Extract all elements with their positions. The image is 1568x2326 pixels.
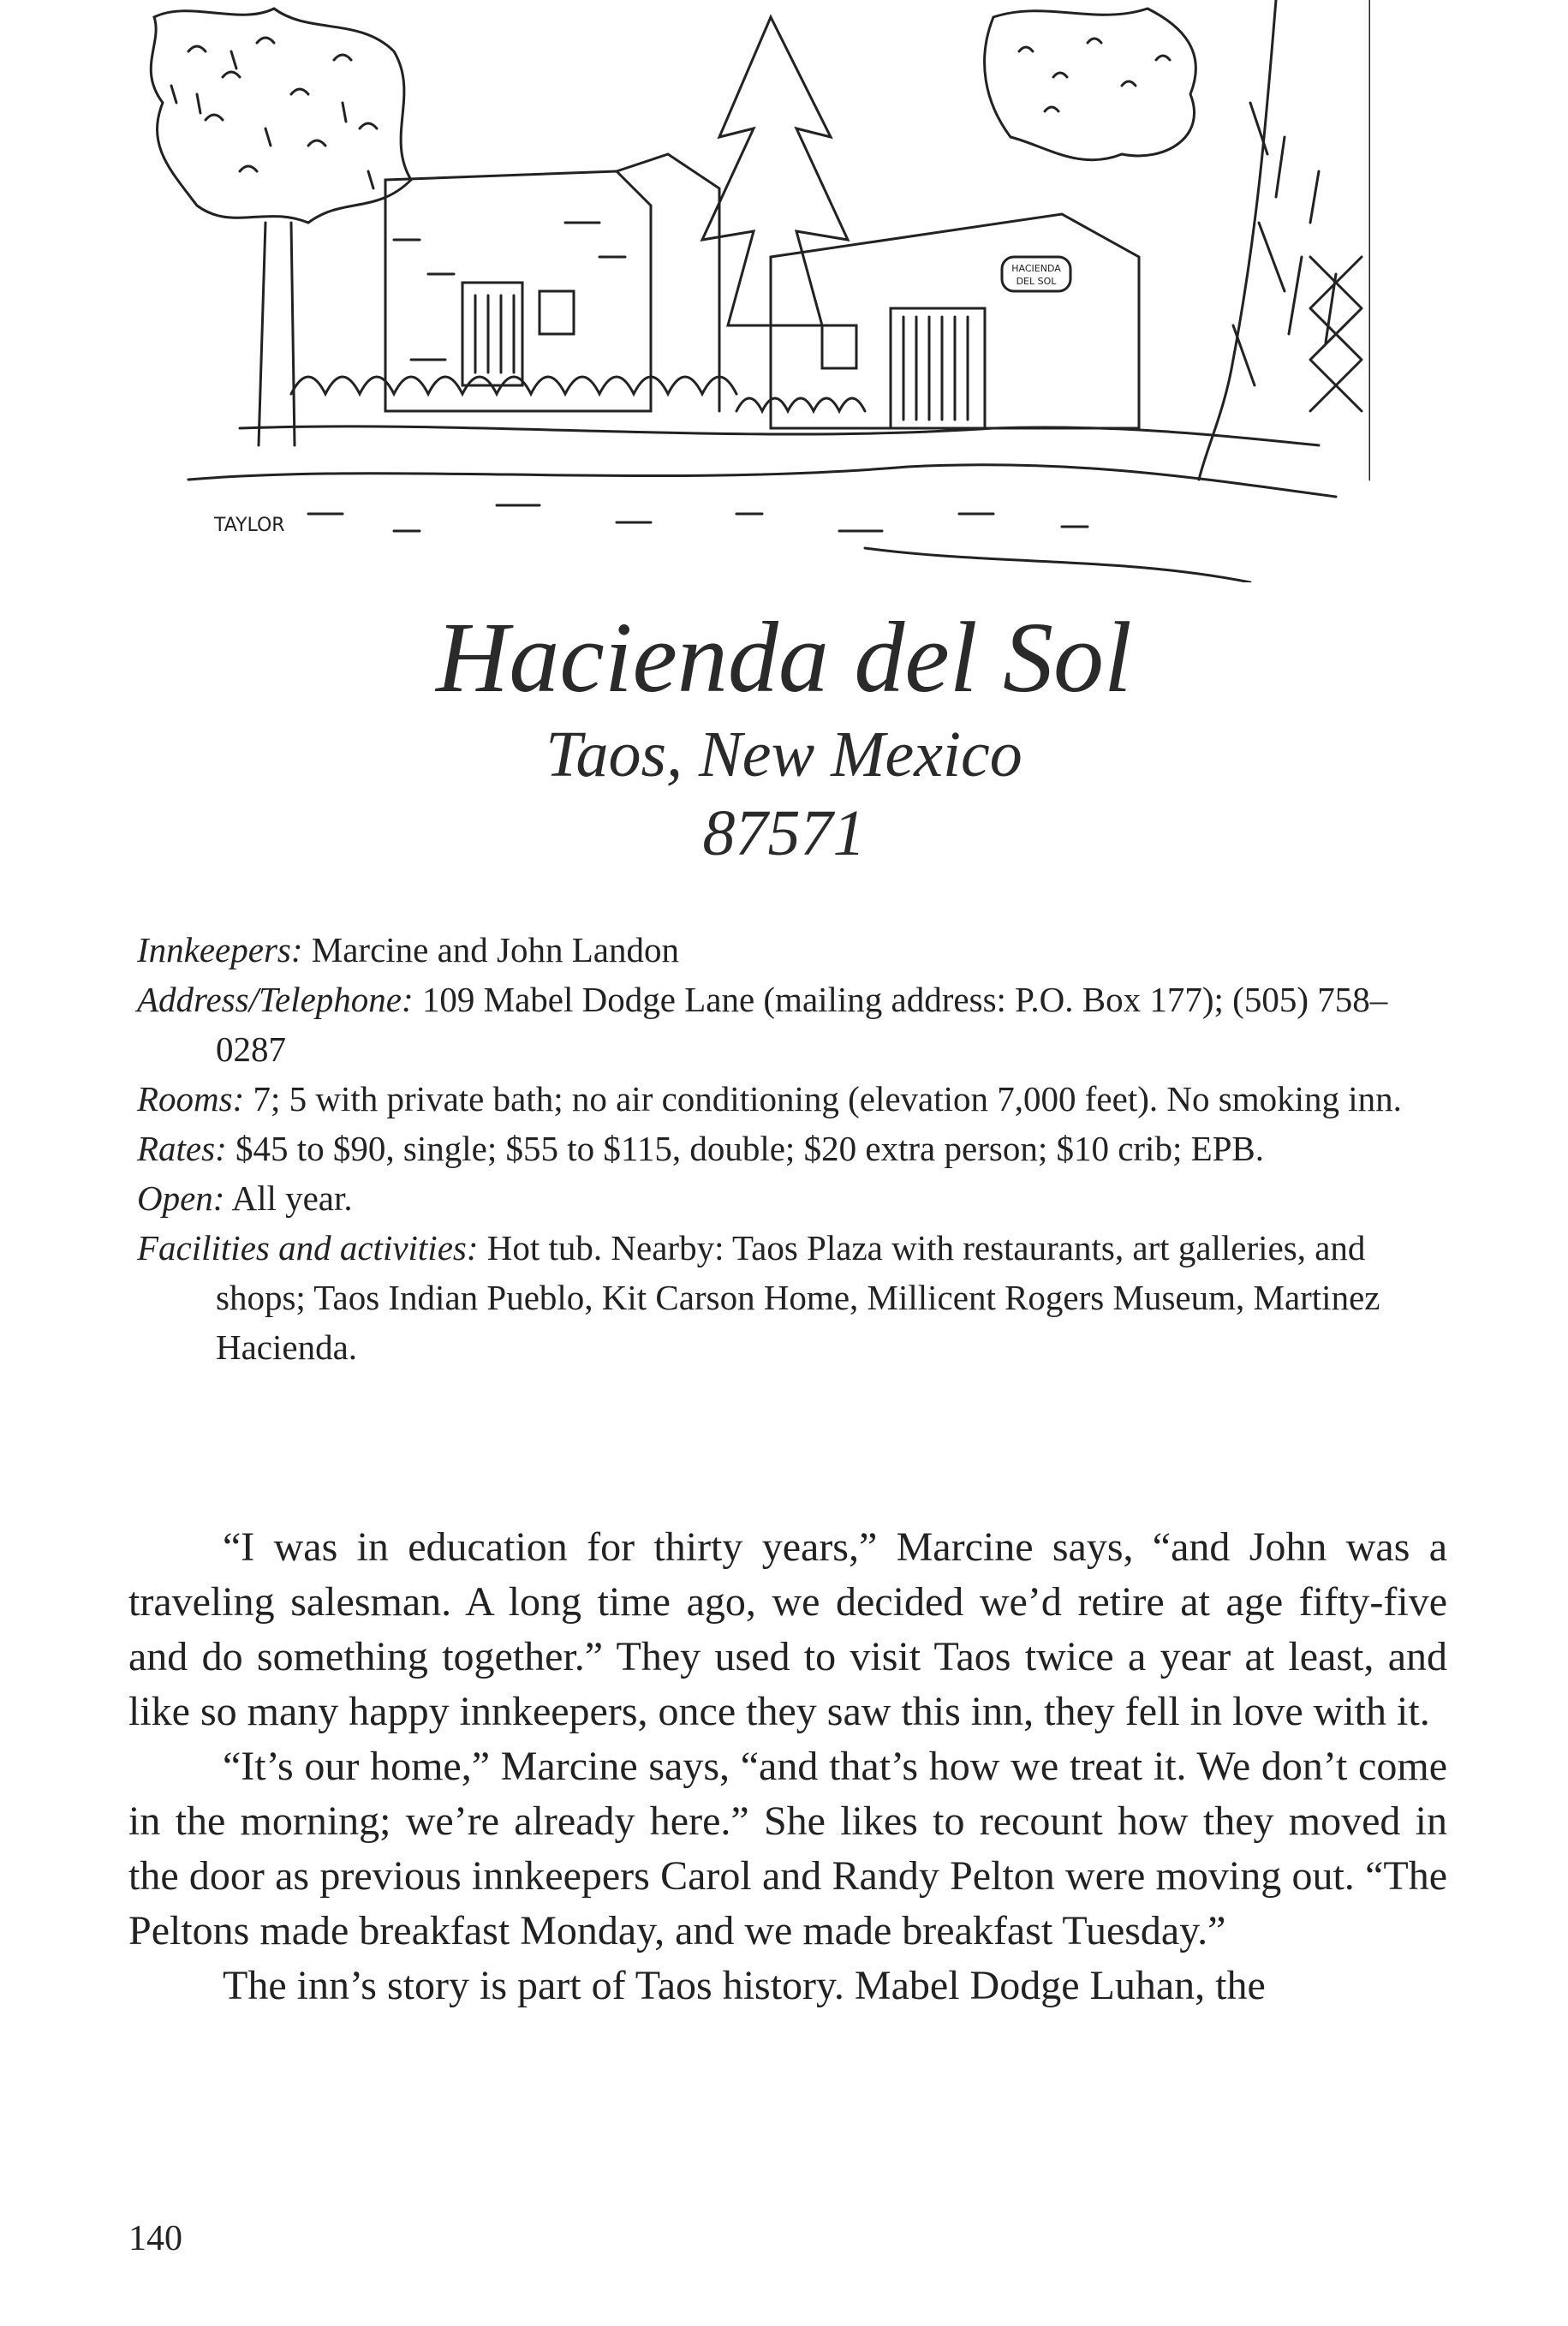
page-number: 140 <box>128 2219 182 2258</box>
artist-signature: TAYLOR <box>214 515 285 536</box>
info-value: $45 to $90, single; $55 to $115, double; $20 extra person; $10 crib; EPB. <box>235 1129 1265 1168</box>
info-rates <box>137 1124 1439 1173</box>
info-label: Rates: <box>137 1129 227 1168</box>
inn-info-block <box>137 925 1439 1372</box>
inn-illustration <box>137 0 1370 582</box>
body-text <box>128 1520 1447 2013</box>
sign-text-line1: HACIENDA <box>1011 263 1061 274</box>
info-address <box>137 975 1439 1074</box>
sign-text-line2: DEL SOL <box>1016 276 1057 287</box>
info-label: Address/Telephone: <box>137 980 414 1019</box>
body-paragraph: The inn’s story is part of Taos history. Mabel Dodge Luhan, the <box>223 1963 1266 2008</box>
info-label: Innkeepers: <box>137 930 303 969</box>
info-value: 7; 5 with private bath; no air conditioning (elevation 7,000 feet). No smoking inn. <box>253 1079 1402 1118</box>
inn-title: Hacienda del Sol <box>436 601 1132 713</box>
info-value: Marcine and John Landon <box>311 930 680 969</box>
info-label: Facilities and activities: <box>137 1228 479 1267</box>
info-label: Rooms: <box>137 1079 245 1118</box>
info-rooms <box>137 1074 1439 1124</box>
body-paragraph: “I was in education for thirty years,” Marcine says, “and John was a traveling salesman. A long time ago, we decided we’d retire at age fifty-five and do something together.” They used to visit Taos twice a year at least, and like so many happy innkeepers, once they saw this inn, they fell in love with it. <box>128 1524 1447 1734</box>
info-value: Hot tub. Nearby: Taos Plaza with restaurants, art galleries, and shops; Taos Indian Pueblo, Kit Carson Home, Millicent Rogers Museum, Martinez Hacienda. <box>216 1228 1380 1367</box>
inn-zip: 87571 <box>702 797 866 869</box>
body-paragraph: “It’s our home,” Marcine says, “and that’s how we treat it. We don’t come in the morning; we’re already here.” She likes to recount how they moved in the door as previous innkeepers Carol and Randy Pelton were moving out. “The Peltons made breakfast Monday, and we made breakfast Tuesday.” <box>128 1744 1447 1953</box>
info-innkeepers <box>137 925 1439 975</box>
info-value: All year. <box>231 1178 353 1218</box>
info-label: Open: <box>137 1178 225 1218</box>
info-value: 109 Mabel Dodge Lane (mailing address: P.O. Box 177); (505) 758–0287 <box>216 980 1388 1069</box>
info-open <box>137 1173 1439 1223</box>
inn-location: Taos, New Mexico <box>546 719 1022 790</box>
info-facilities <box>137 1223 1439 1372</box>
